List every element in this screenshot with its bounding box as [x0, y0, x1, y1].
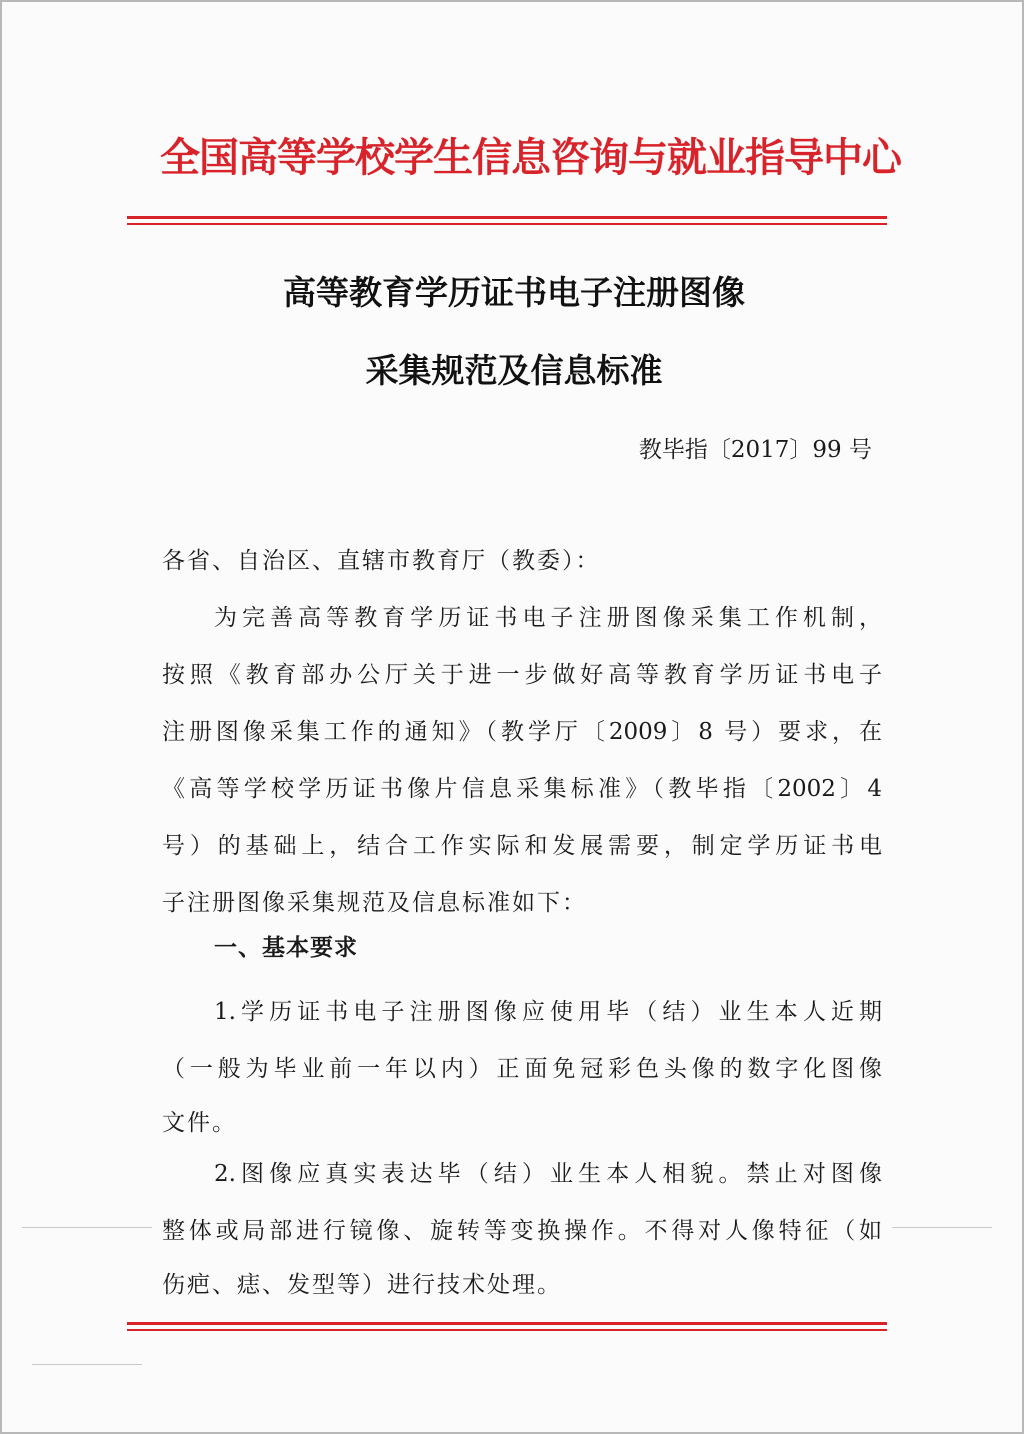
section-heading: 一、基本要求	[214, 935, 358, 961]
scan-artifact-line	[22, 1227, 152, 1228]
intro-line: 号）的基础上，结合工作实际和发展需要，制定学历证书电	[162, 833, 882, 859]
issuing-organization-header: 全国高等学校学生信息咨询与就业指导中心	[160, 134, 901, 181]
header-red-rule-top	[127, 216, 887, 219]
scan-artifact-line	[892, 1227, 992, 1228]
intro-line: 按照《教育部办公厅关于进一步做好高等教育学历证书电子	[162, 662, 882, 688]
document-title-line-2: 采集规范及信息标准	[365, 351, 663, 390]
document-title-line-1: 高等教育学历证书电子注册图像	[283, 273, 745, 312]
intro-line: 子注册图像采集规范及信息标准如下：	[162, 890, 587, 916]
item-2-line: 整体或局部进行镜像、旋转等变换操作。不得对人像特征（如	[162, 1218, 882, 1244]
item-2-line: 2.图像应真实表达毕（结）业生本人相貌。禁止对图像	[214, 1161, 882, 1187]
intro-line: 为完善高等教育学历证书电子注册图像采集工作机制，	[214, 605, 882, 631]
footer-red-rule-top	[127, 1322, 887, 1325]
intro-line: 注册图像采集工作的通知》（教学厅〔2009〕8 号）要求，在	[162, 719, 882, 745]
item-1-line: （一般为毕业前一年以内）正面免冠彩色头像的数字化图像	[162, 1056, 882, 1082]
header-red-rule-bottom	[127, 223, 887, 225]
salutation: 各省、自治区、直辖市教育厅（教委）：	[162, 548, 601, 574]
document-number: 教毕指〔2017〕99 号	[638, 437, 872, 463]
scan-artifact-line	[32, 1364, 142, 1365]
item-1-line: 1.学历证书电子注册图像应使用毕（结）业生本人近期	[214, 999, 882, 1025]
intro-line: 《高等学校学历证书像片信息采集标准》（教毕指〔2002〕4	[162, 776, 882, 802]
item-1-line: 文件。	[162, 1110, 237, 1136]
item-2-line: 伤疤、痣、发型等）进行技术处理。	[162, 1272, 562, 1298]
footer-red-rule-bottom	[127, 1329, 887, 1331]
